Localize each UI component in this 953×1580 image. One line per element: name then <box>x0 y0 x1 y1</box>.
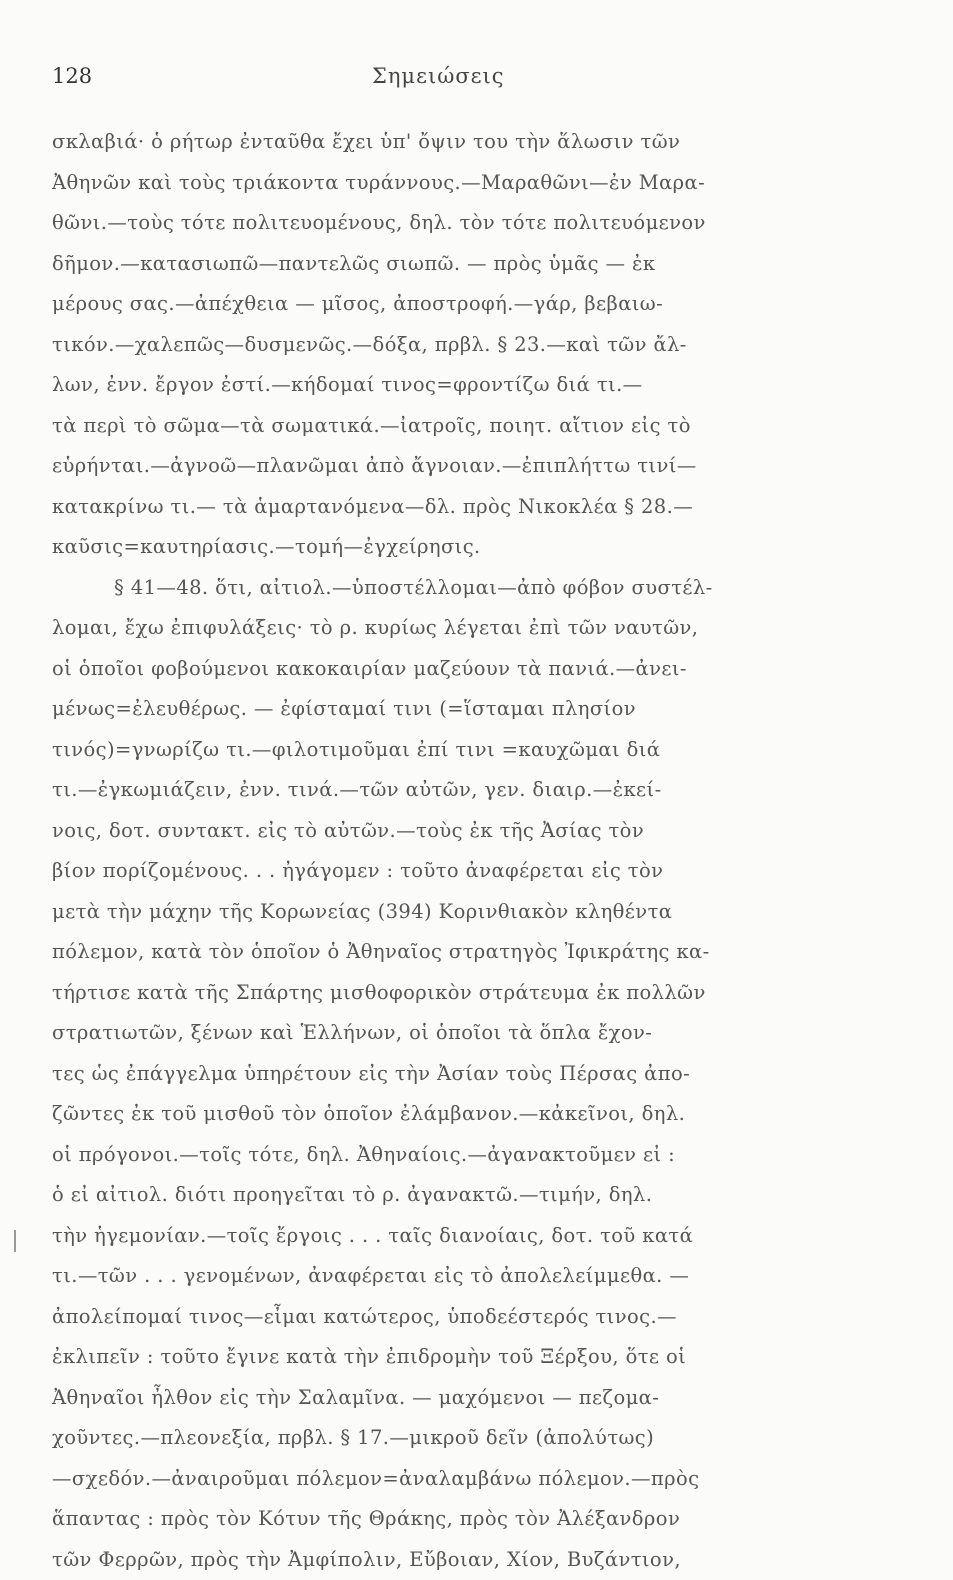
text-line: βίον πορίζομένους. . . ἠγάγομεν : τοῦτο ἀναφέρεται εἰς τὸν <box>52 851 877 892</box>
text-line: τὰ περὶ τὸ σῶμα—τὰ σωματικά.—ἰατροῖς, ποιητ. αἴτιον εἰς τὸ <box>52 406 877 447</box>
text-line: ἀπολείπομαί τινος—εἶμαι κατώτερος, ὑποδεέστερός τινος.— <box>52 1297 877 1338</box>
text-line: μέρους σας.—ἀπέχθεια — μῖσος, ἀποστροφή.—γάρ, βεβαιω- <box>52 284 877 325</box>
text-line: θῶνι.—τοὺς τότε πολιτευομένους, δηλ. τὸν τότε πολιτευόμενον <box>52 203 877 244</box>
text-line: τες ὡς ἐπάγγελμα ὑπηρέτουν εἰς τὴν Ἀσίαν τοὺς Πέρσας ἀπο- <box>52 1054 877 1095</box>
text-line: δῆμον.—κατασιωπῶ—παντελῶς σιωπῶ. — πρὸς ὑμᾶς — ἐκ <box>52 244 877 285</box>
text-line: τι.—ἐγκωμιάζειν, ἐνν. τινά.—τῶν αὐτῶν, γεν. διαιρ.—ἐκεί- <box>52 770 877 811</box>
text-line: ἅπαντας : πρὸς τὸν Κότυν τῆς Θράκης, πρὸς τὸν Ἀλέξανδρον <box>52 1499 877 1540</box>
notes-body <box>52 122 877 1580</box>
text-line: τικόν.—χαλεπῶς—δυσμενῶς.—δόξα, πρβλ. § 23.—καὶ τῶν ἄλ- <box>52 325 877 366</box>
text-line: Ἀθηνῶν καὶ τοὺς τριάκοντα τυράννους.—Μαραθῶνι—ἐν Μαρα- <box>52 163 877 204</box>
text-line: οἱ ὁποῖοι φοβούμενοι κακοκαιρίαν μαζεύουν τὰ πανιά.—ἀνει- <box>52 649 877 690</box>
running-title: Σημειώσεις <box>372 64 505 88</box>
text-line: τὴν ἡγεμονίαν.—τοῖς ἔργοις . . . ταῖς διανοίαις, δοτ. τοῦ κατά <box>52 1216 877 1257</box>
text-line: ζῶντες ἐκ τοῦ μισθοῦ τὸν ὁποῖον ἐλάμβανον.—κἀκεῖνοι, δηλ. <box>52 1094 877 1135</box>
text-line: τῶν Φερρῶν, πρὸς τὴν Ἀμφίπολιν, Εὔβοιαν, Χίον, Βυζάντιον, <box>52 1540 877 1580</box>
text-line: τήρτισε κατὰ τῆς Σπάρτης μισθοφορικὸν στράτευμα ἐκ πολλῶν <box>52 973 877 1014</box>
text-line: εὑρήνται.—ἀγνοῶ—πλανῶμαι ἀπὸ ἄγνοιαν.—ἐπιπλήττω τινί— <box>52 446 877 487</box>
text-line: τινός)=γνωρίζω τι.—φιλοτιμοῦμαι ἐπί τινι =καυχῶμαι διά <box>52 730 877 771</box>
text-line: μετὰ τὴν μάχην τῆς Κορωνείας (394) Κορινθιακὸν κληθέντα <box>52 892 877 933</box>
text-line: Ἀθηναῖοι ἦλθον εἰς τὴν Σαλαμῖνα. — μαχόμενοι — πεζομα- <box>52 1378 877 1419</box>
text-line: χοῦντες.—πλεονεξία, πρβλ. § 17.—μικροῦ δεῖν (ἀπολύτως) <box>52 1418 877 1459</box>
text-line: οἱ πρόγονοι.—τοῖς τότε, δηλ. Ἀθηναίοις.—ἀγανακτοῦμεν εἰ : <box>52 1135 877 1176</box>
text-line: τι.—τῶν . . . γενομένων, ἀναφέρεται εἰς τὸ ἀπολελείμμεθα. — <box>52 1256 877 1297</box>
text-line: καῦσις=καυτηρίασις.—τομή—ἐγχείρησις. <box>52 527 877 568</box>
text-line: κατακρίνω τι.— τὰ ἁμαρτανόμενα—δλ. πρὸς Νικοκλέα § 28.— <box>52 487 877 528</box>
text-line: μένως=ἐλευθέρως. — ἐφίσταμαί τινι (=ἵσταμαι πλησίον <box>52 689 877 730</box>
text-line: λομαι, ἔχω ἐπιφυλάξεις· τὸ ρ. κυρίως λέγεται ἐπὶ τῶν ναυτῶν, <box>52 608 877 649</box>
margin-mark <box>14 1230 16 1252</box>
page-header <box>52 64 873 100</box>
text-line: πόλεμον, κατὰ τὸν ὁποῖον ὁ Ἀθηναῖος στρατηγὸς Ἰφικράτης κα- <box>52 932 877 973</box>
text-line: ὁ εἰ αἰτιολ. διότι προηγεῖται τὸ ρ. ἀγανακτῶ.—τιμήν, δηλ. <box>52 1175 877 1216</box>
text-line: στρατιωτῶν, ξένων καὶ Ἑλλήνων, οἱ ὁποῖοι τὰ ὅπλα ἔχον- <box>52 1013 877 1054</box>
text-line: —σχεδόν.—ἀναιροῦμαι πόλεμον=ἀναλαμβάνω πόλεμον.—πρὸς <box>52 1459 877 1500</box>
text-line: νοις, δοτ. συντακτ. εἰς τὸ αὐτῶν.—τοὺς ἐκ τῆς Ἀσίας τὸν <box>52 811 877 852</box>
text-line: ἐκλιπεῖν : τοῦτο ἔγινε κατὰ τὴν ἐπιδρομὴν τοῦ Ξέρξου, ὅτε οἱ <box>52 1337 877 1378</box>
page-number: 128 <box>52 64 92 88</box>
paragraph-start-line: § 41—48. ὅτι, αἰτιολ.—ὑποστέλλομαι—ἀπὸ φόβον συστέλ- <box>52 568 877 609</box>
text-line: λων, ἐνν. ἔργον ἐστί.—κήδομαί τινος=φροντίζω διά τι.— <box>52 365 877 406</box>
text-line: σκλαβιά· ὁ ρήτωρ ἐνταῦθα ἔχει ὑπ' ὄψιν του τὴν ἅλωσιν τῶν <box>52 122 877 163</box>
